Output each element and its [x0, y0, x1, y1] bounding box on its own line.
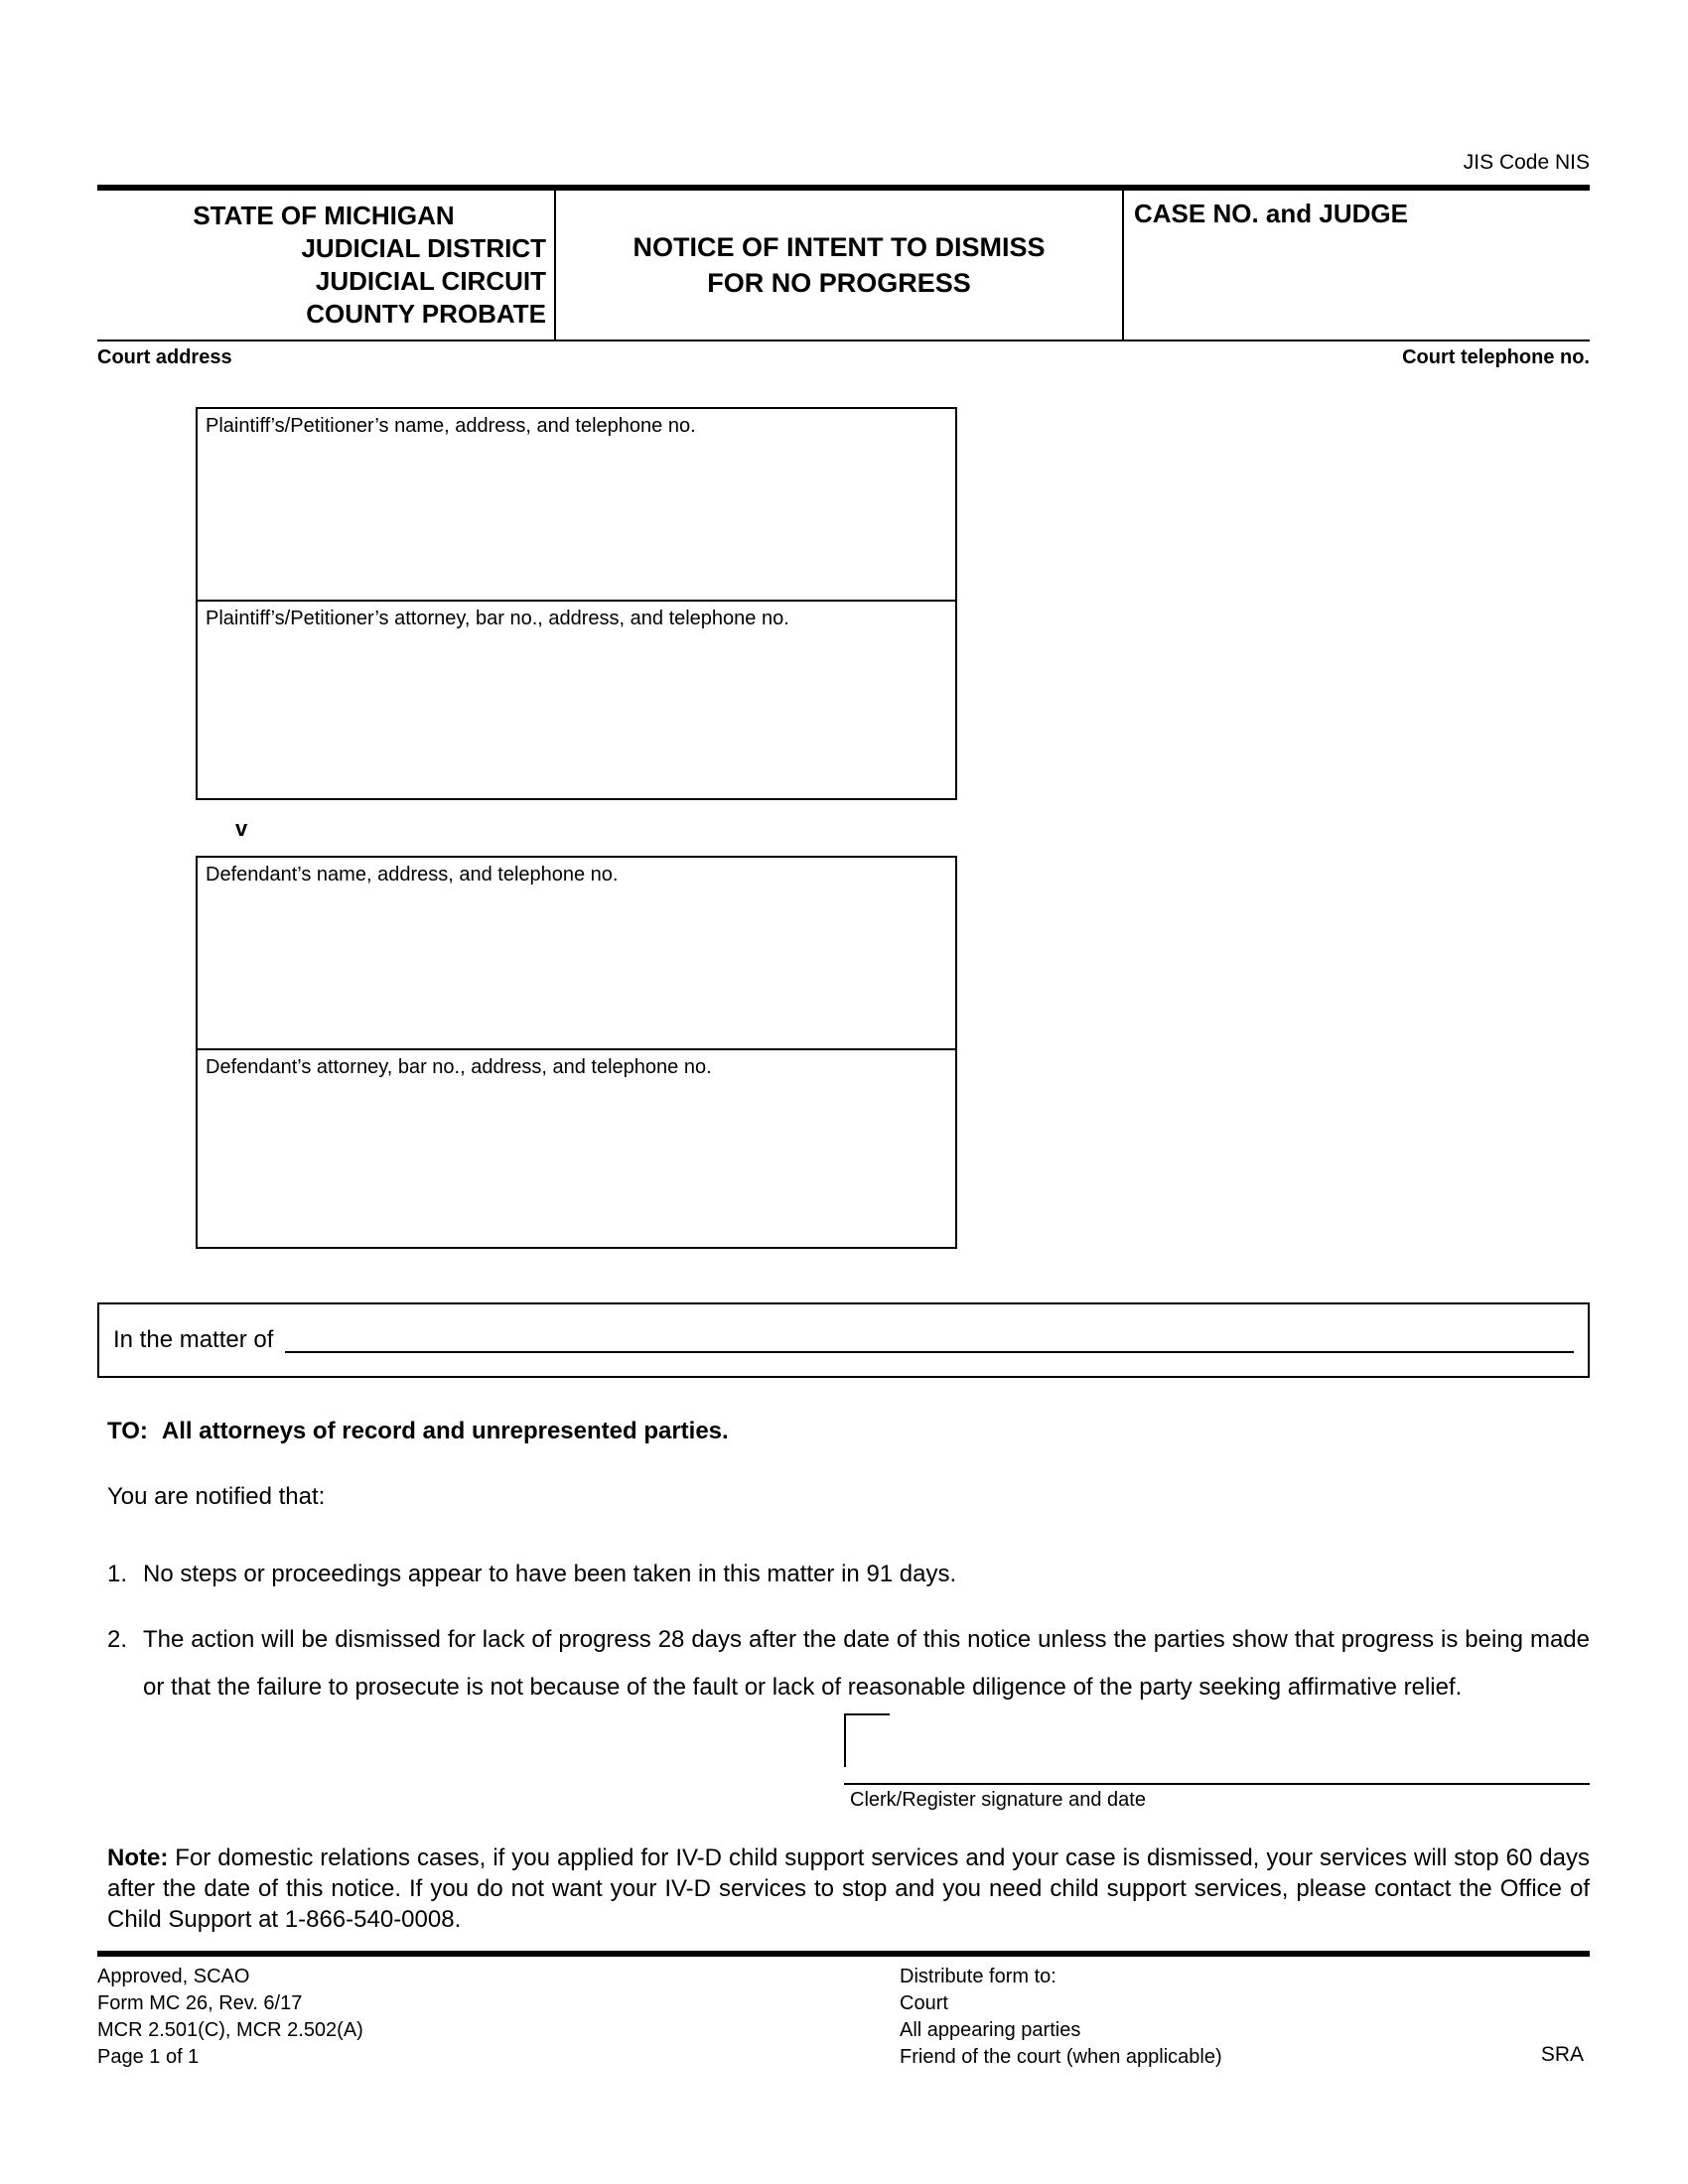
defendant-name-label: Defendant’s name, address, and telephone no. — [206, 864, 619, 886]
plaintiff-box — [196, 407, 957, 800]
notice-body — [97, 1418, 1590, 1935]
plaintiff-name-field[interactable] — [198, 409, 955, 600]
mcr-rule-line: MCR 2.501(C), MCR 2.502(A) — [97, 2019, 363, 2041]
item-2-text: The action will be dismissed for lack of progress 28 days after the date of this notice unless the parties show that progress is being made or that the failure to prosecute is not because of the fault or lack of reasonable diligence of the party seeking affirmative relief. — [143, 1626, 1590, 1701]
plaintiff-attorney-field[interactable] — [198, 600, 955, 798]
court-address-label: Court address — [97, 346, 232, 368]
form-content — [97, 151, 1590, 2078]
form-header — [97, 185, 1590, 341]
judicial-circuit-line: JUDICIAL CIRCUIT — [315, 266, 546, 296]
court-identification — [97, 191, 556, 341]
court-contact-row — [97, 346, 1590, 369]
page-number-line: Page 1 of 1 — [97, 2046, 200, 2068]
to-text: All attorneys of record and unrepresented parties. — [161, 1418, 729, 1444]
item-2-number: 2. — [107, 1626, 128, 1653]
parties-section — [196, 407, 957, 1249]
form-title — [556, 191, 1124, 341]
distribute-parties: All appearing parties — [900, 2019, 1081, 2041]
plaintiff-attorney-label: Plaintiff’s/Petitioner’s attorney, bar no., address, and telephone no. — [206, 608, 789, 629]
form-title-line2: FOR NO PROGRESS — [707, 268, 971, 298]
state-line: STATE OF MICHIGAN — [193, 201, 455, 230]
in-the-matter-box — [97, 1302, 1590, 1378]
defendant-name-field[interactable] — [198, 858, 955, 1048]
sra-label: SRA — [1540, 2043, 1584, 2066]
distribute-court: Court — [900, 1992, 948, 2014]
jis-code: JIS Code NIS — [1463, 151, 1590, 174]
to-line — [107, 1418, 1590, 1445]
form-title-line1: NOTICE OF INTENT TO DISMISS — [633, 232, 1046, 262]
approved-scao-line: Approved, SCAO — [97, 1966, 250, 1987]
defendant-box — [196, 856, 957, 1249]
case-number-label: CASE NO. and JUDGE — [1134, 199, 1408, 228]
note-paragraph — [107, 1843, 1590, 1935]
distribute-label: Distribute form to: — [900, 1966, 1056, 1987]
versus-label: v — [235, 816, 248, 841]
case-number-field[interactable] — [1124, 191, 1590, 341]
item-1-text: No steps or proceedings appear to have been taken in this matter in 91 days. — [143, 1561, 957, 1587]
signature-area — [107, 1713, 1590, 1819]
in-the-matter-label: In the matter of — [113, 1326, 274, 1353]
court-telephone-label: Court telephone no. — [1402, 346, 1590, 368]
distribute-block — [900, 1964, 1222, 2071]
judicial-district-line: JUDICIAL DISTRICT — [301, 233, 546, 263]
clerk-signature-label: Clerk/Register signature and date — [850, 1789, 1146, 1811]
distribute-foc: Friend of the court (when applicable) — [900, 2046, 1222, 2068]
notice-item-1 — [107, 1551, 1590, 1598]
in-the-matter-input-line[interactable] — [285, 1327, 1574, 1353]
form-number-line: Form MC 26, Rev. 6/17 — [97, 1992, 303, 2014]
clerk-signature-line[interactable] — [844, 1783, 1590, 1785]
notice-item-2 — [107, 1616, 1590, 1711]
defendant-attorney-field[interactable] — [198, 1048, 955, 1247]
to-label: TO: — [107, 1418, 148, 1444]
item-1-number: 1. — [107, 1561, 128, 1587]
date-stamp-corner-mark — [844, 1713, 890, 1767]
note-text: For domestic relations cases, if you applied for IV-D child support services and your case is dismissed, your services will stop 60 days after the date of this notice. If you do not want your IV-D services to stop and you need child support services, please contact the Office of Child Support at 1-866-540-0008. — [107, 1844, 1590, 1933]
defendant-attorney-label: Defendant’s attorney, bar no., address, and telephone no. — [206, 1056, 712, 1078]
county-probate-line: COUNTY PROBATE — [306, 299, 546, 329]
plaintiff-name-label: Plaintiff’s/Petitioner’s name, address, and telephone no. — [206, 415, 696, 437]
form-footer — [97, 1951, 1590, 2078]
notified-line: You are notified that: — [107, 1483, 326, 1510]
note-label: Note: — [107, 1844, 169, 1871]
